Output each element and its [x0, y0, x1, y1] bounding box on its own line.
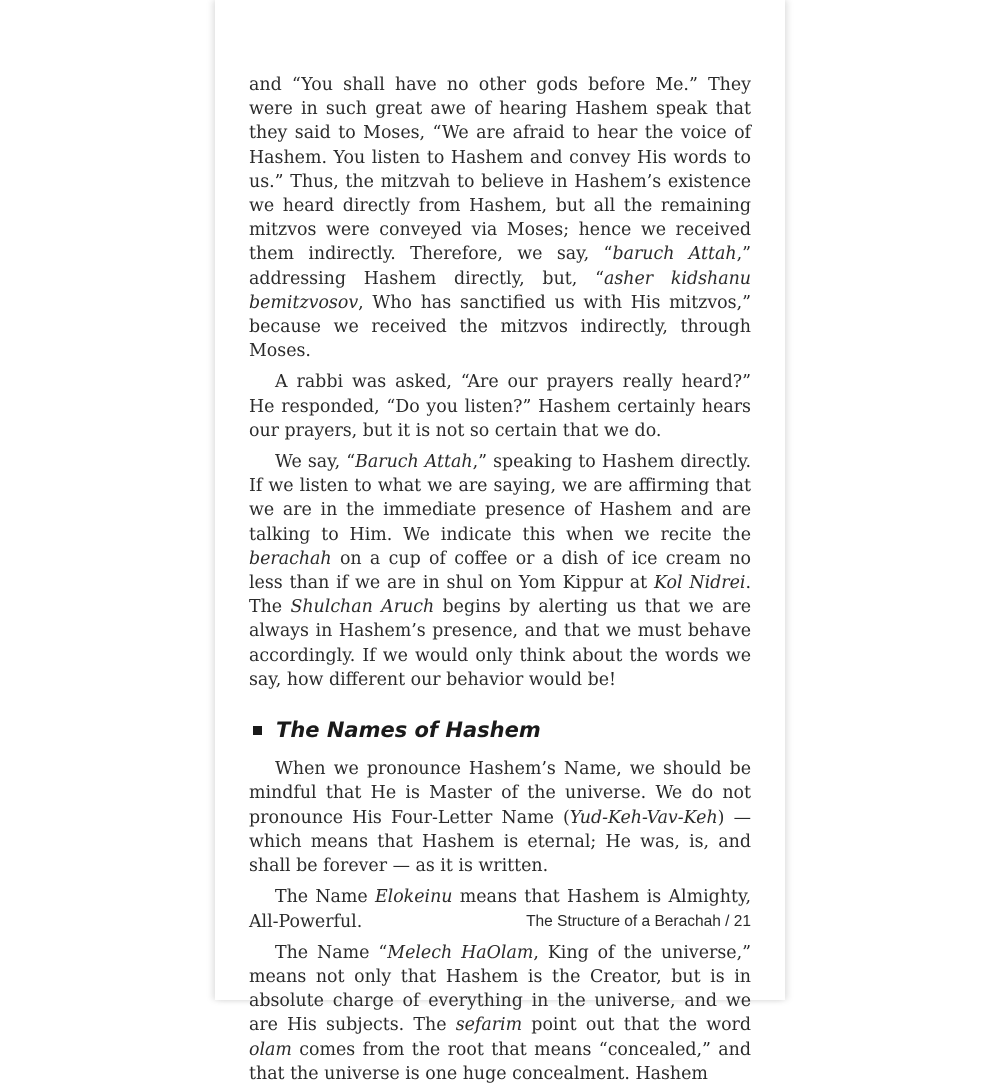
italic-term: berachah [249, 548, 332, 569]
italic-term: Melech HaOlam [387, 942, 534, 963]
running-title: The Structure of a Berachah [526, 913, 721, 930]
page-footer [400, 913, 751, 931]
paragraph: When we pronounce Hashem’s Name, we should be mindful that He is Master of the universe. We do not pronounce His Four-Letter Name (Yud-Keh-Vav-Keh) — which means that Hashem is eternal; He was, is, and shall be forever — as it is written. [249, 759, 751, 877]
italic-term: Elokeinu [374, 887, 453, 908]
section-heading [249, 718, 751, 742]
paragraph: The Name “Melech HaOlam, King of the universe,” means not only that Hashem is the Creator, but is in absolute charge of everything in the universe, and we are His subjects. The sefarim point out that the word olam comes from the root that means “concealed,” and that the universe is one huge concealment. Hashem [249, 942, 752, 1084]
square-bullet-icon [253, 726, 262, 735]
paragraph: The Name Elokeinu means that Hashem is Almighty, All-Powerful. [249, 887, 751, 932]
italic-term: Baruch Attah [355, 452, 473, 473]
paragraph: We say, “Baruch Attah,” speaking to Hashem directly. If we listen to what we are saying, we are affirming that we are in the immediate presence of Hashem and are talking to Him. We indicate this when we recite the berachah on a cup of coffee or a dish of ice cream no less than if we are in shul on Yom Kippur at Kol Nidrei. The Shulchan Aruch begins by alerting us that we are always in Hashem’s presence, and that we must behave accordingly. If we would only think about the words we say, how different our behavior would be! [249, 452, 751, 690]
paragraph: and “You shall have no other gods before Me.” They were in such great awe of hearing Hashem speak that they said to Moses, “We are afraid to hear the voice of Hashem. You listen to Hashem and convey His words to us.” Thus, the mitzvah to believe in Hashem’s existence we heard directly from Hashem, but all the remaining mitzvos were conveyed via Moses; hence we received them indirectly. Therefore, we say, “baruch Attah,” addressing Hashem directly, but, “asher kidshanu bemitzvosov, Who has sanctified us with His mitzvos,” because we received the mitzvos indirectly, through Moses. [249, 75, 751, 362]
italic-term: Shulchan Aruch [290, 597, 435, 618]
italic-term: Yud-Keh-Vav-Keh [569, 807, 718, 828]
page-number: 21 [733, 913, 751, 930]
footer-separator: / [725, 913, 730, 930]
italic-term: Kol Nidrei [653, 573, 746, 594]
italic-term: asher kidshanu bemitzvosov [249, 268, 751, 313]
section-heading-text: The Names of Hashem [276, 718, 541, 743]
paragraph: A rabbi was asked, “Are our prayers really heard?” He responded, “Do you listen?” Hashem certainly hears our prayers, but it is not so certain that we do. [249, 372, 751, 441]
italic-term: olam [249, 1039, 292, 1060]
italic-term: baruch Attah [612, 244, 737, 265]
italic-term: sefarim [455, 1015, 523, 1036]
page-body [249, 73, 751, 1086]
